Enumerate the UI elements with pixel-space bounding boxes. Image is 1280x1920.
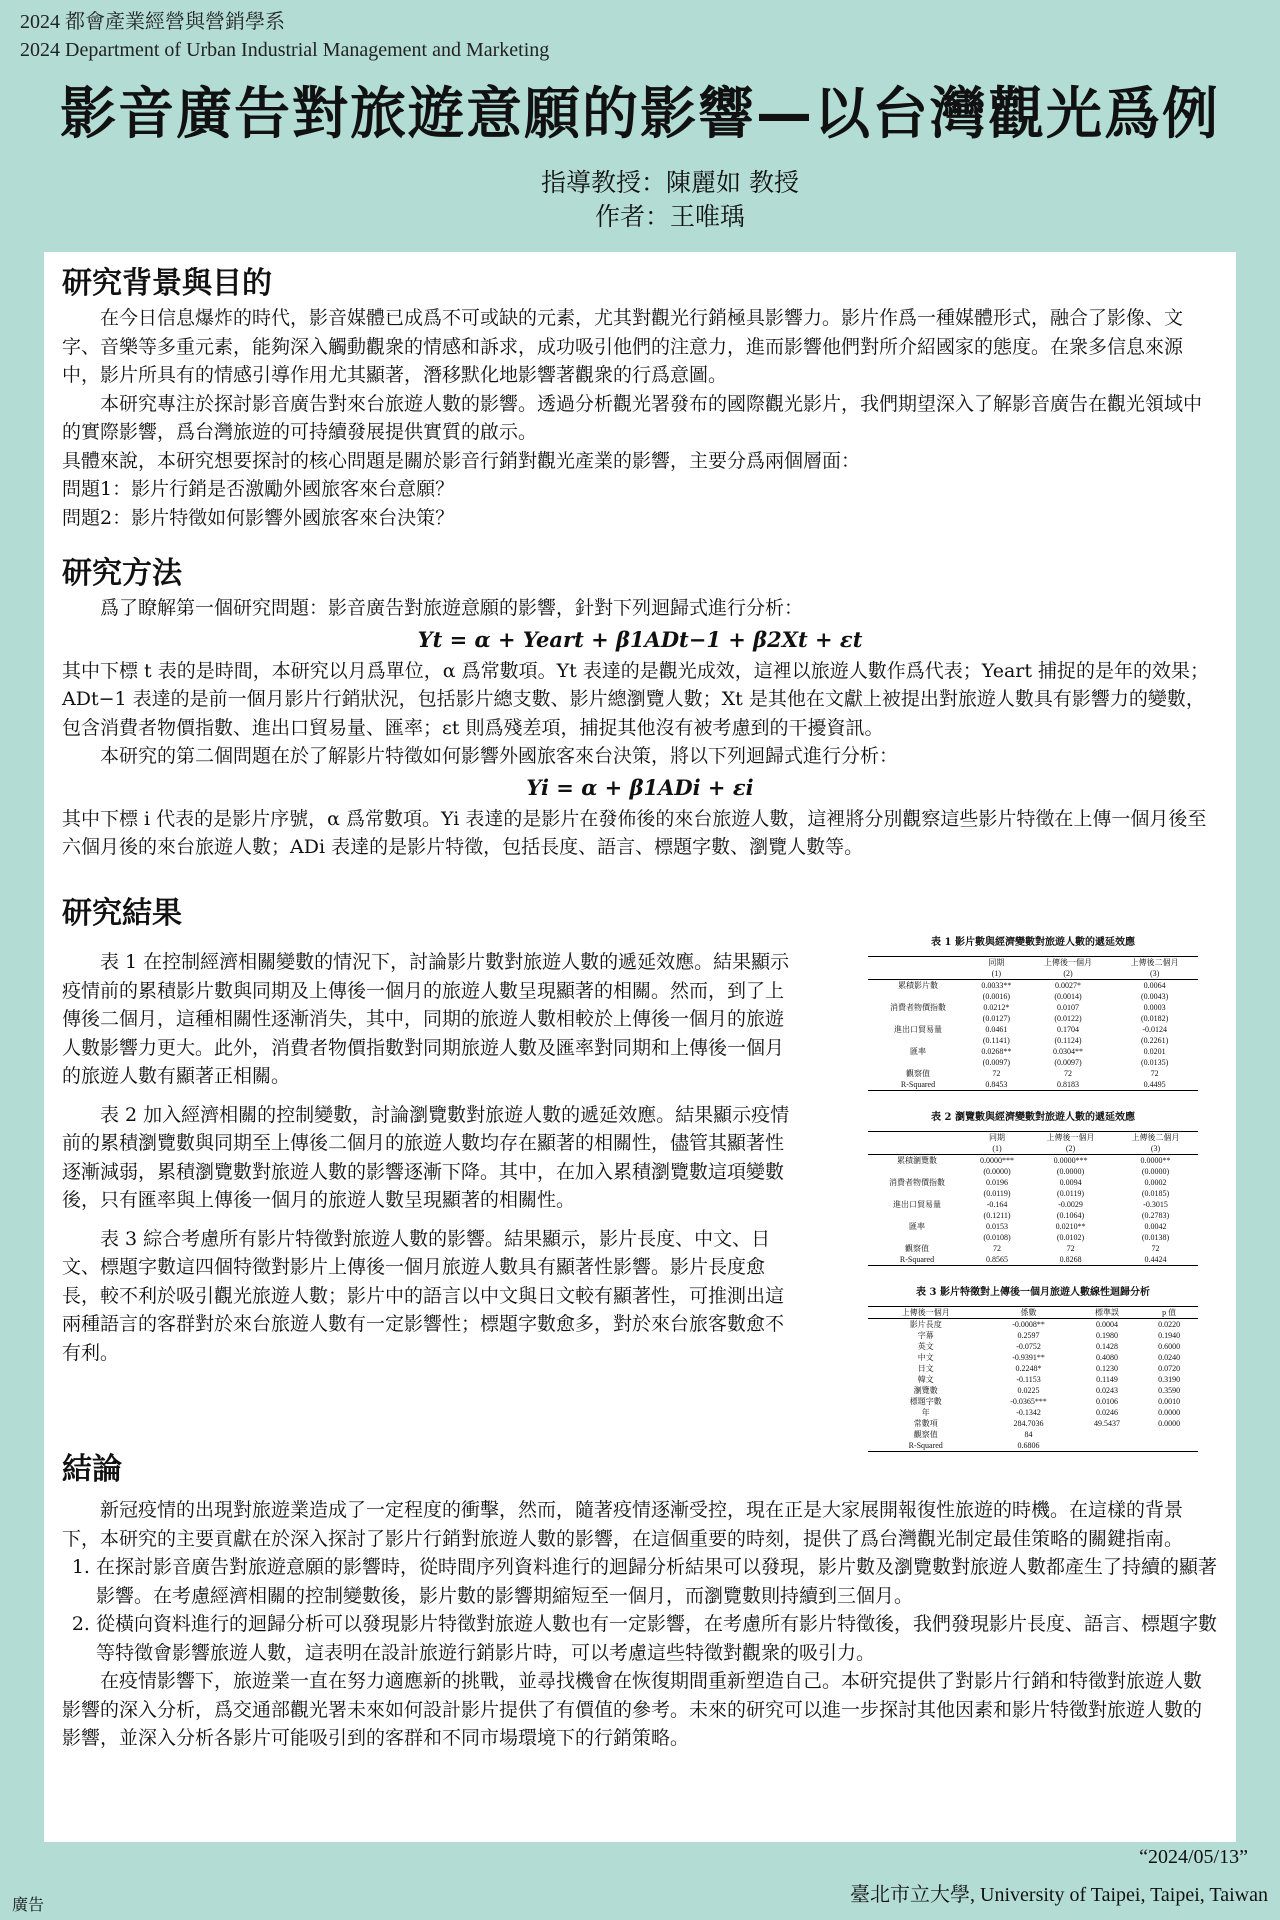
table-cell: 72 [993, 1244, 1002, 1253]
table-cell: 0.0033** [981, 981, 1012, 990]
equation-1: Yt = α + Yeart + β1ADt−1 + β2Xt + εt [417, 626, 863, 652]
paragraph: 爲了瞭解第一個研究問題：影音廣告對旅遊意願的影響，針對下列迴歸式進行分析： [100, 597, 804, 619]
table-cell: 72 [1066, 1244, 1075, 1253]
table-cell: 0.0210** [1055, 1222, 1086, 1231]
table-cell [1140, 1429, 1198, 1440]
table-cell: -0.0008** [1012, 1320, 1045, 1329]
table-cell: (0.1141) [982, 1036, 1010, 1045]
equation-2: Yi = α + β1ADi + εi [526, 774, 754, 800]
table-cell: (0.0182) [1140, 1014, 1169, 1023]
section-results [62, 894, 802, 1367]
table-cell: 0.0212* [983, 1003, 1010, 1012]
paragraph: 新冠疫情的出現對旅遊業造成了一定程度的衝擊，然而，隨著疫情逐漸受控，現在正是大家展開報復性旅遊的時機。在這樣的背景下，本研究的主要貢獻在於深入探討了影片行銷對旅遊人數的影響，在這個重要的時刻，提供了爲台灣觀光制定最佳策略的關鍵指南。 [62, 1499, 1184, 1550]
row-label: R-Squared [868, 1254, 966, 1266]
table-row [868, 1396, 1198, 1407]
category-tag: 廣告 [12, 1895, 45, 1914]
table-cell: 0.0027* [1054, 981, 1081, 990]
column-header: 同期 [968, 957, 1025, 969]
table-cell: 0.0107 [1056, 1003, 1079, 1012]
table-cell: 0.4424 [1113, 1254, 1198, 1266]
paragraph: 具體來說，本研究想要探討的核心問題是關於影音行銷對觀光產業的影響，主要分爲兩個層面： [62, 449, 861, 472]
column-subheader: (1) [968, 968, 1025, 980]
table-row [868, 1188, 1198, 1199]
table-cell: 0.6806 [983, 1440, 1073, 1452]
row-label: 匯率 [910, 1047, 926, 1056]
table-row [868, 991, 1198, 1002]
table-row [868, 1024, 1198, 1035]
row-label [868, 1013, 968, 1024]
table-cell: 0.2597 [1017, 1331, 1040, 1340]
table-cell: (0.0138) [1141, 1233, 1170, 1242]
column-header: 係數 [983, 1307, 1073, 1319]
paragraph: 表 3 綜合考慮所有影片特徵對旅遊人數的影響。結果顯示，影片長度、中文、日文、標題字數這四個特徵對影片上傳後一個月旅遊人數具有顯著性影響。影片長度愈長，較不利於吸引觀光旅遊人數；影片中的語言以中文與日文較有顯著性，可推測出這兩種語言的客群對於來台旅遊人數有一定影響性；標題字數愈多，對於來台旅客數愈不有利。 [62, 1227, 785, 1364]
table-cell: 0.0225 [1017, 1386, 1040, 1395]
table-row [868, 1407, 1198, 1418]
column-subheader: (3) [1113, 1143, 1198, 1155]
column-header: 上傳後一個月 [1025, 957, 1112, 969]
table-row [868, 1057, 1198, 1068]
column-subheader: (1) [966, 1143, 1028, 1155]
table-caption: 表 2 瀏覽數與經濟變數對旅遊人數的遞延效應 [931, 1112, 1135, 1123]
table-row [868, 1035, 1198, 1046]
table-row [868, 1429, 1198, 1440]
table-row [868, 1330, 1198, 1341]
row-label: 觀察值 [913, 1430, 938, 1439]
table-cell: 0.0153 [986, 1222, 1009, 1231]
table-cell: 0.0042 [1144, 1222, 1167, 1231]
list-item: 2. 從橫向資料進行的迴歸分析可以發現影片特徵對旅遊人數也有一定影響，在考慮所有影片特徵後，我們發現影片長度、語言、標題字數等特徵會影響旅遊人數，這表明在設計旅遊行銷影片時，可以考慮這些特徵對觀衆的吸引力。 [96, 1610, 1218, 1667]
column-header: 上傳後一個月 [1028, 1132, 1113, 1144]
table-cell: (0.1064) [1056, 1211, 1085, 1220]
row-label [868, 1166, 966, 1177]
paragraph: 表 1 在控制經濟相關變數的情況下，討論影片數對旅遊人數的遞延效應。結果顯示疫情前的累積影片數與同期及上傳後一個月的旅遊人數呈現顯著的相關。然而，到了上傳後二個月，這種相關性逐漸消失，其中，同期的旅遊人數相較於上傳後一個月的旅遊人數影響力更大。此外，消費者物價指數對同期旅遊人數及匯率對同期和上傳後一個月的旅遊人數有顯著正相關。 [62, 951, 790, 1087]
table-cell: 0.0196 [986, 1178, 1009, 1187]
row-label: 常數項 [913, 1419, 938, 1428]
table-cell: (0.0097) [982, 1058, 1010, 1067]
list-item: 1. 在探討影音廣告對旅遊意願的影響時，從時間序列資料進行的迴歸分析結果可以發現，影片數及瀏覽數對旅遊人數都產生了持續的顯著影響。在考慮經濟相關的控制變數後，影片數的影響期縮短至一個月，而瀏覽數則持續到三個月。 [96, 1553, 1218, 1610]
section-conclusion [62, 1450, 1218, 1753]
table-row [868, 980, 1198, 992]
table-cell: 0.0000** [1140, 1156, 1171, 1165]
table-cell: 284.7036 [1013, 1419, 1044, 1428]
table-cell: (0.0016) [982, 992, 1010, 1001]
paragraph: 本研究專注於探討影音廣告對來台旅遊人數的影響。透過分析觀光署發布的國際觀光影片，我們期望深入了解影音廣告在觀光領域中的實際影響，爲台灣旅遊的可持續發展提供實質的啟示。 [62, 392, 1203, 443]
row-label: 韓文 [917, 1375, 934, 1384]
table-cell: -0.1153 [1016, 1375, 1041, 1384]
table-cell: 0.3590 [1158, 1386, 1181, 1395]
table-cell: (0.0000) [1056, 1167, 1085, 1176]
row-label [868, 1057, 968, 1068]
row-label: 標題字數 [909, 1397, 942, 1406]
column-header: 標準誤 [1074, 1307, 1141, 1319]
regression-table [868, 1131, 1198, 1266]
column-header: 上傳後二個月 [1111, 957, 1198, 969]
table-row [868, 1155, 1198, 1167]
table-row [868, 1068, 1198, 1079]
row-label: 英文 [917, 1342, 934, 1351]
table-cell: 72 [1150, 1069, 1159, 1078]
table-row [868, 1319, 1198, 1331]
table-cell: (0.2783) [1141, 1211, 1170, 1220]
table-cell: 0.1428 [1095, 1342, 1118, 1351]
table-row [868, 1210, 1198, 1221]
column-header: 上傳後一個月 [868, 1307, 983, 1319]
row-label: 消費者物價指數 [890, 1003, 946, 1012]
table-2 [868, 1111, 1198, 1266]
table-cell: 0.0000*** [980, 1156, 1015, 1165]
paragraph: 在今日信息爆炸的時代，影音媒體已成爲不可或缺的元素，尤其對觀光行銷極具影響力。影片作爲一種媒體形式，融合了影像、文字、音樂等多重元素，能夠深入觸動觀衆的情感和訴求，成功吸引他們的注意力，進而影響他們對所介紹國家的態度。在衆多信息來源中，影片所具有的情感引導作用尤其顯著，潛移默化地影響著觀衆的行爲意圖。 [62, 307, 1184, 386]
table-cell: 0.8453 [968, 1079, 1025, 1091]
table-cell: 0.1940 [1158, 1331, 1181, 1340]
table-cell: -0.0752 [1016, 1342, 1041, 1351]
table-cell: 0.0240 [1158, 1353, 1181, 1362]
table-cell: (0.0127) [982, 1014, 1010, 1023]
table-cell: 0.0720 [1158, 1364, 1181, 1373]
table-cell: 72 [992, 1069, 1001, 1078]
column-header: p 值 [1140, 1307, 1198, 1319]
author-block [0, 166, 1280, 234]
table-cell: 0.0243 [1095, 1386, 1118, 1395]
column-subheader: (2) [1025, 968, 1112, 980]
department-header [20, 8, 549, 64]
table-cell: 84 [1024, 1430, 1033, 1439]
table-cell: (0.2261) [1140, 1036, 1169, 1045]
row-label: 進出口貿易量 [893, 1200, 941, 1209]
question-2: 問題2：影片特徵如何影響外國旅客來台決策？ [62, 506, 455, 529]
table-cell: 0.0268** [981, 1047, 1012, 1056]
table-cell: (0.0119) [983, 1189, 1011, 1198]
table-cell: 0.8565 [966, 1254, 1028, 1266]
department-en: 2024 Department of Urban Industrial Management and Marketing [20, 39, 550, 61]
table-cell: 72 [1151, 1244, 1160, 1253]
column-header: 同期 [966, 1132, 1028, 1144]
table-cell: 0.0246 [1095, 1408, 1118, 1417]
table-row [868, 1002, 1198, 1013]
column-header [868, 1132, 966, 1144]
table-cell: -0.0029 [1058, 1200, 1083, 1209]
author-line: 作者：王唯瑀 [594, 202, 745, 231]
table-cell: (0.0119) [1057, 1189, 1085, 1198]
row-label [868, 991, 968, 1002]
advisor-line: 指導教授：陳麗如 教授 [541, 168, 799, 197]
poster-date: “2024/05/13” [1139, 1846, 1248, 1868]
section-background [62, 264, 1218, 532]
table-row [868, 1221, 1198, 1232]
paragraph: 表 2 加入經濟相關的控制變數，討論瀏覽數對旅遊人數的遞延效應。結果顯示疫情前的累積瀏覽數與同期至上傳後二個月的旅遊人數均存在顯著的相關性，儘管其顯著性逐漸減弱，累積瀏覽數對旅遊人數的影響逐漸下降。其中，在加入累積瀏覽數這項變數後，只有匯率與上傳後一個月的旅遊人數呈現顯著的相關性。 [62, 1103, 790, 1211]
section-heading: 研究方法 [62, 556, 182, 591]
table-cell: 0.4495 [1111, 1079, 1198, 1091]
table-cell: -0.0365*** [1010, 1397, 1047, 1406]
table-row [868, 1341, 1198, 1352]
row-label: 瀏覽數 [913, 1386, 938, 1395]
table-row [868, 1243, 1198, 1254]
table-cell: -0.164 [986, 1200, 1008, 1209]
table-cell: 0.0106 [1095, 1397, 1118, 1406]
table-cell: 0.1230 [1095, 1364, 1118, 1373]
row-label: 進出口貿易量 [894, 1025, 942, 1034]
table-row [868, 1363, 1198, 1374]
table-cell: 0.0002 [1144, 1178, 1167, 1187]
row-label: R-Squared [868, 1440, 983, 1452]
table-row [868, 1166, 1198, 1177]
row-label [868, 1188, 966, 1199]
table-cell: 0.0201 [1143, 1047, 1166, 1056]
row-label: R-Squared [868, 1079, 968, 1091]
section-method [62, 554, 1218, 862]
table-row [868, 1385, 1198, 1396]
table-row [868, 1079, 1198, 1091]
table-cell: (0.0000) [983, 1167, 1011, 1176]
table-cell: 0.0000 [1158, 1419, 1181, 1428]
table-cell: 0.0003 [1143, 1003, 1166, 1012]
paragraph: 其中下標 i 代表的是影片序號，α 爲常數項。Yi 表達的是影片在發佈後的來台旅遊人數，這裡將分別觀察這些影片特徵在上傳一個月後至六個月後的來台旅遊人數；ADi 表達的是影片特徵，包括長度、語言、標題字數、瀏覽人數等。 [62, 807, 1207, 858]
table-cell: 0.0000 [1158, 1408, 1181, 1417]
department-zh: 2024 都會產業經營與營銷學系 [20, 11, 285, 33]
table-row [868, 1177, 1198, 1188]
table-cell: 0.1149 [1096, 1375, 1118, 1384]
table-cell: 0.1980 [1095, 1331, 1118, 1340]
poster-title: 影音廣告對旅遊意願的影響—以台灣觀光爲例 [60, 82, 1220, 147]
table-cell: 0.0064 [1143, 981, 1166, 990]
table-cell: 0.0010 [1158, 1397, 1181, 1406]
table-cell: 0.0304** [1052, 1047, 1083, 1056]
row-label: 消費者物價指數 [889, 1178, 945, 1187]
row-label: 匯率 [909, 1222, 925, 1231]
column-header [868, 957, 968, 969]
table-cell: (0.0097) [1054, 1058, 1082, 1067]
table-cell: 0.1704 [1056, 1025, 1079, 1034]
column-subheader [868, 968, 968, 980]
question-1: 問題1：影片行銷是否激勵外國旅客來台意願？ [62, 478, 455, 500]
table-cell: 0.3190 [1158, 1375, 1181, 1384]
table-cell: 0.4080 [1095, 1353, 1118, 1362]
table-cell: 0.0220 [1158, 1320, 1181, 1329]
table-cell: (0.0043) [1140, 992, 1169, 1001]
row-label: 觀察值 [906, 1069, 930, 1078]
row-label: 影片長度 [909, 1320, 942, 1329]
paragraph: 在疫情影響下，旅遊業一直在努力適應新的挑戰，並尋找機會在恢復期間重新塑造自己。本研究提供了對影片行銷和特徵對旅遊人數影響的深入分析，爲交通部觀光署未來如何設計影片提供了有價值的參考。未來的研究可以進一步探討其他因素和影片特徵對旅遊人數的影響，並深入分析各影片可能吸引到的客群和不同市場環境下的行銷策略。 [62, 1670, 1203, 1749]
table-cell: 49.5437 [1093, 1419, 1120, 1428]
row-label: 字幕 [917, 1331, 934, 1340]
table-cell: (0.1211) [983, 1211, 1011, 1220]
table-1 [868, 936, 1198, 1091]
row-label: 中文 [917, 1353, 934, 1362]
column-header: 上傳後二個月 [1113, 1132, 1198, 1144]
table-cell: (0.0000) [1141, 1167, 1170, 1176]
table-cell: 0.6000 [1158, 1342, 1181, 1351]
row-label [868, 1210, 966, 1221]
row-label: 累積影片數 [898, 981, 938, 990]
table-cell: (0.0122) [1054, 1014, 1082, 1023]
table-cell [1074, 1429, 1141, 1440]
column-subheader [868, 1143, 966, 1155]
column-subheader: (3) [1111, 968, 1198, 980]
table-cell: 0.8268 [1028, 1254, 1113, 1266]
section-heading: 研究結果 [62, 896, 182, 931]
table-cell: 0.8183 [1025, 1079, 1112, 1091]
row-label [868, 1035, 968, 1046]
table-row [868, 1232, 1198, 1243]
table-cell: -0.0124 [1142, 1025, 1167, 1034]
table-row [868, 1046, 1198, 1057]
row-label: 年 [921, 1408, 930, 1417]
table-row [868, 1199, 1198, 1210]
table-caption: 表 1 影片數與經濟變數對旅遊人數的遞延效應 [931, 937, 1135, 948]
university-name: 臺北市立大學, University of Taipei, Taipei, Taiwan [850, 1884, 1268, 1906]
row-label [868, 1232, 966, 1243]
table-row [868, 1013, 1198, 1024]
results-tables [868, 936, 1198, 1472]
paragraph: 其中下標 t 表的是時間，本研究以月爲單位，α 爲常數項。Yt 表達的是觀光成效，這裡以旅遊人數作爲代表；Yeart 捕捉的是年的效果；ADt−1 表達的是前一個月影片行銷狀況，包括影片總支數、影片總瀏覽人數；Xt 是其他在文獻上被提出對旅遊人數具有影響力的變數，包含消費者物價指數、進出口貿易量、匯率；εt 則爲殘差項，捕捉其他沒有被考慮到的干擾資訊。 [62, 659, 1210, 739]
table-cell: 0.2248* [1015, 1364, 1042, 1373]
table-cell: 72 [1063, 1069, 1072, 1078]
table-cell: 0.0000*** [1053, 1156, 1088, 1165]
table-cell: -0.9391** [1012, 1353, 1045, 1362]
table-3 [868, 1286, 1198, 1452]
table-cell: (0.0108) [983, 1233, 1011, 1242]
table-caption: 表 3 影片特徵對上傳後一個月旅遊人數線性迴歸分析 [916, 1287, 1150, 1298]
table-cell: 0.0004 [1095, 1320, 1118, 1329]
content-panel [44, 252, 1236, 1842]
table-cell: (0.0014) [1054, 992, 1082, 1001]
regression-table [868, 956, 1198, 1091]
table-cell: 0.0461 [985, 1025, 1008, 1034]
table-cell: (0.0102) [1056, 1233, 1085, 1242]
table-cell: (0.1124) [1054, 1036, 1082, 1045]
column-subheader: (2) [1028, 1143, 1113, 1155]
table-cell: -0.1342 [1016, 1408, 1041, 1417]
table-cell: (0.0135) [1140, 1058, 1169, 1067]
table-cell: -0.3015 [1143, 1200, 1168, 1209]
row-label: 日文 [917, 1364, 934, 1373]
section-heading: 研究背景與目的 [62, 266, 272, 301]
row-label: 累積瀏覽數 [897, 1156, 937, 1165]
table-row [868, 1374, 1198, 1385]
table-row [868, 1254, 1198, 1266]
regression-table [868, 1306, 1198, 1452]
table-row [868, 1352, 1198, 1363]
row-label: 觀察值 [905, 1244, 929, 1253]
section-heading: 結論 [62, 1452, 122, 1487]
table-row [868, 1418, 1198, 1429]
paragraph: 本研究的第二個問題在於了解影片特徵如何影響外國旅客來台決策，將以下列迴歸式進行分析： [100, 745, 899, 767]
table-cell: 0.0094 [1059, 1178, 1082, 1187]
conclusion-list [62, 1553, 1218, 1667]
table-cell: (0.0185) [1141, 1189, 1170, 1198]
